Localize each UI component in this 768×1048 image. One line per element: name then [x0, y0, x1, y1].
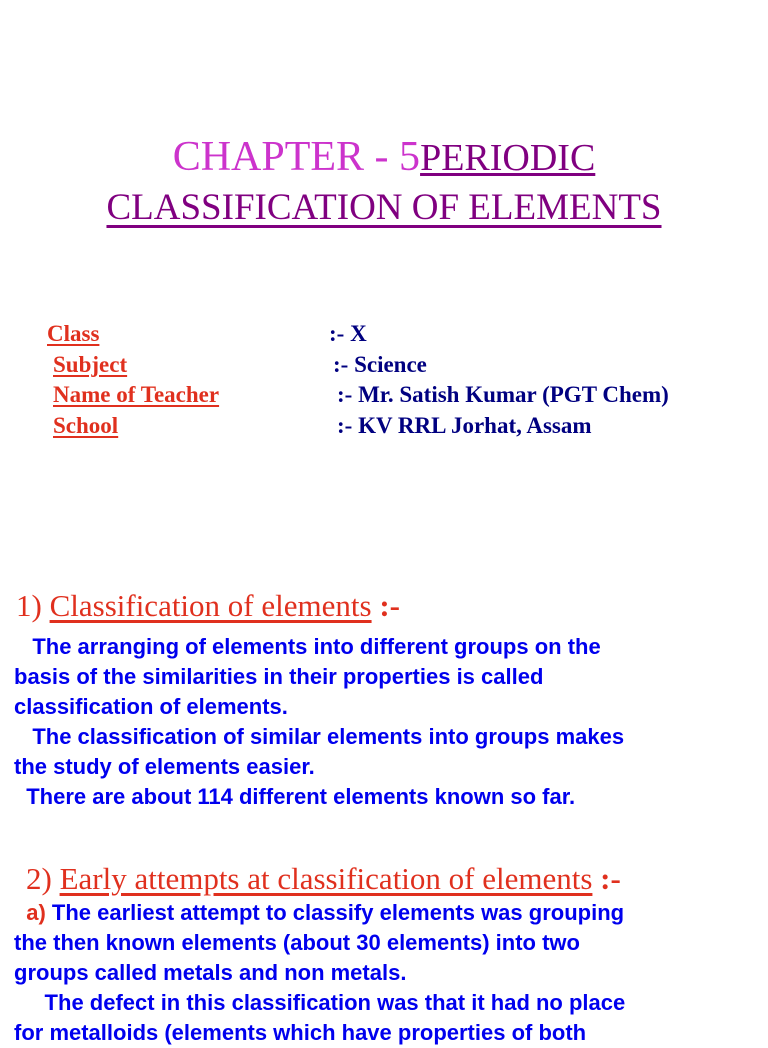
section-2-line-text: The earliest attempt to classify elements was grouping — [45, 900, 625, 925]
section-2-line: for metalloids (elements which have properties of both — [14, 1020, 587, 1045]
info-label-school: School — [53, 413, 119, 438]
section-1-body — [14, 632, 754, 812]
chapter-title-periodic: PERIODIC — [420, 137, 596, 179]
item-marker-a: a) — [26, 900, 46, 925]
info-value-school: :- KV RRL Jorhat, Assam — [337, 413, 592, 438]
section-2-tail: :- — [592, 861, 621, 896]
section-1-line: the study of elements easier. — [14, 754, 315, 779]
section-1-title: Classification of elements — [49, 588, 372, 623]
section-1-number: 1) — [16, 588, 50, 623]
info-label-subject: Subject — [53, 352, 128, 377]
section-1-line: The classification of similar elements into groups makes — [14, 724, 625, 749]
info-value-subject: :- Science — [333, 352, 427, 377]
section-2-line — [14, 898, 754, 928]
section-2-heading — [26, 861, 621, 897]
section-2-title: Early attempts at classification of elements — [59, 861, 593, 896]
section-2-line: the then known elements (about 30 elements) into two — [14, 930, 580, 955]
info-value-class: :- X — [329, 321, 367, 346]
section-1-line: There are about 114 different elements known so far. — [14, 784, 576, 809]
section-1-line: basis of the similarities in their properties is called — [14, 664, 544, 689]
section-1-line: classification of elements. — [14, 694, 288, 719]
chapter-title-line-2: CLASSIFICATION OF ELEMENTS — [106, 187, 662, 228]
chapter-title-line-1 — [0, 133, 768, 182]
info-value-teacher: :- Mr. Satish Kumar (PGT Chem) — [337, 382, 669, 407]
section-2-line: The defect in this classification was that it had no place — [14, 990, 626, 1015]
chapter-number: CHAPTER - 5 — [172, 134, 421, 180]
section-2-line: groups called metals and non metals. — [14, 960, 407, 985]
info-label-class: Class — [47, 321, 100, 346]
section-1-tail: :- — [371, 588, 400, 623]
section-1-heading — [16, 588, 400, 624]
section-2-body — [14, 898, 754, 1048]
info-label-teacher: Name of Teacher — [53, 382, 220, 407]
section-2-number: 2) — [26, 861, 60, 896]
section-1-line: The arranging of elements into different groups on the — [14, 634, 601, 659]
